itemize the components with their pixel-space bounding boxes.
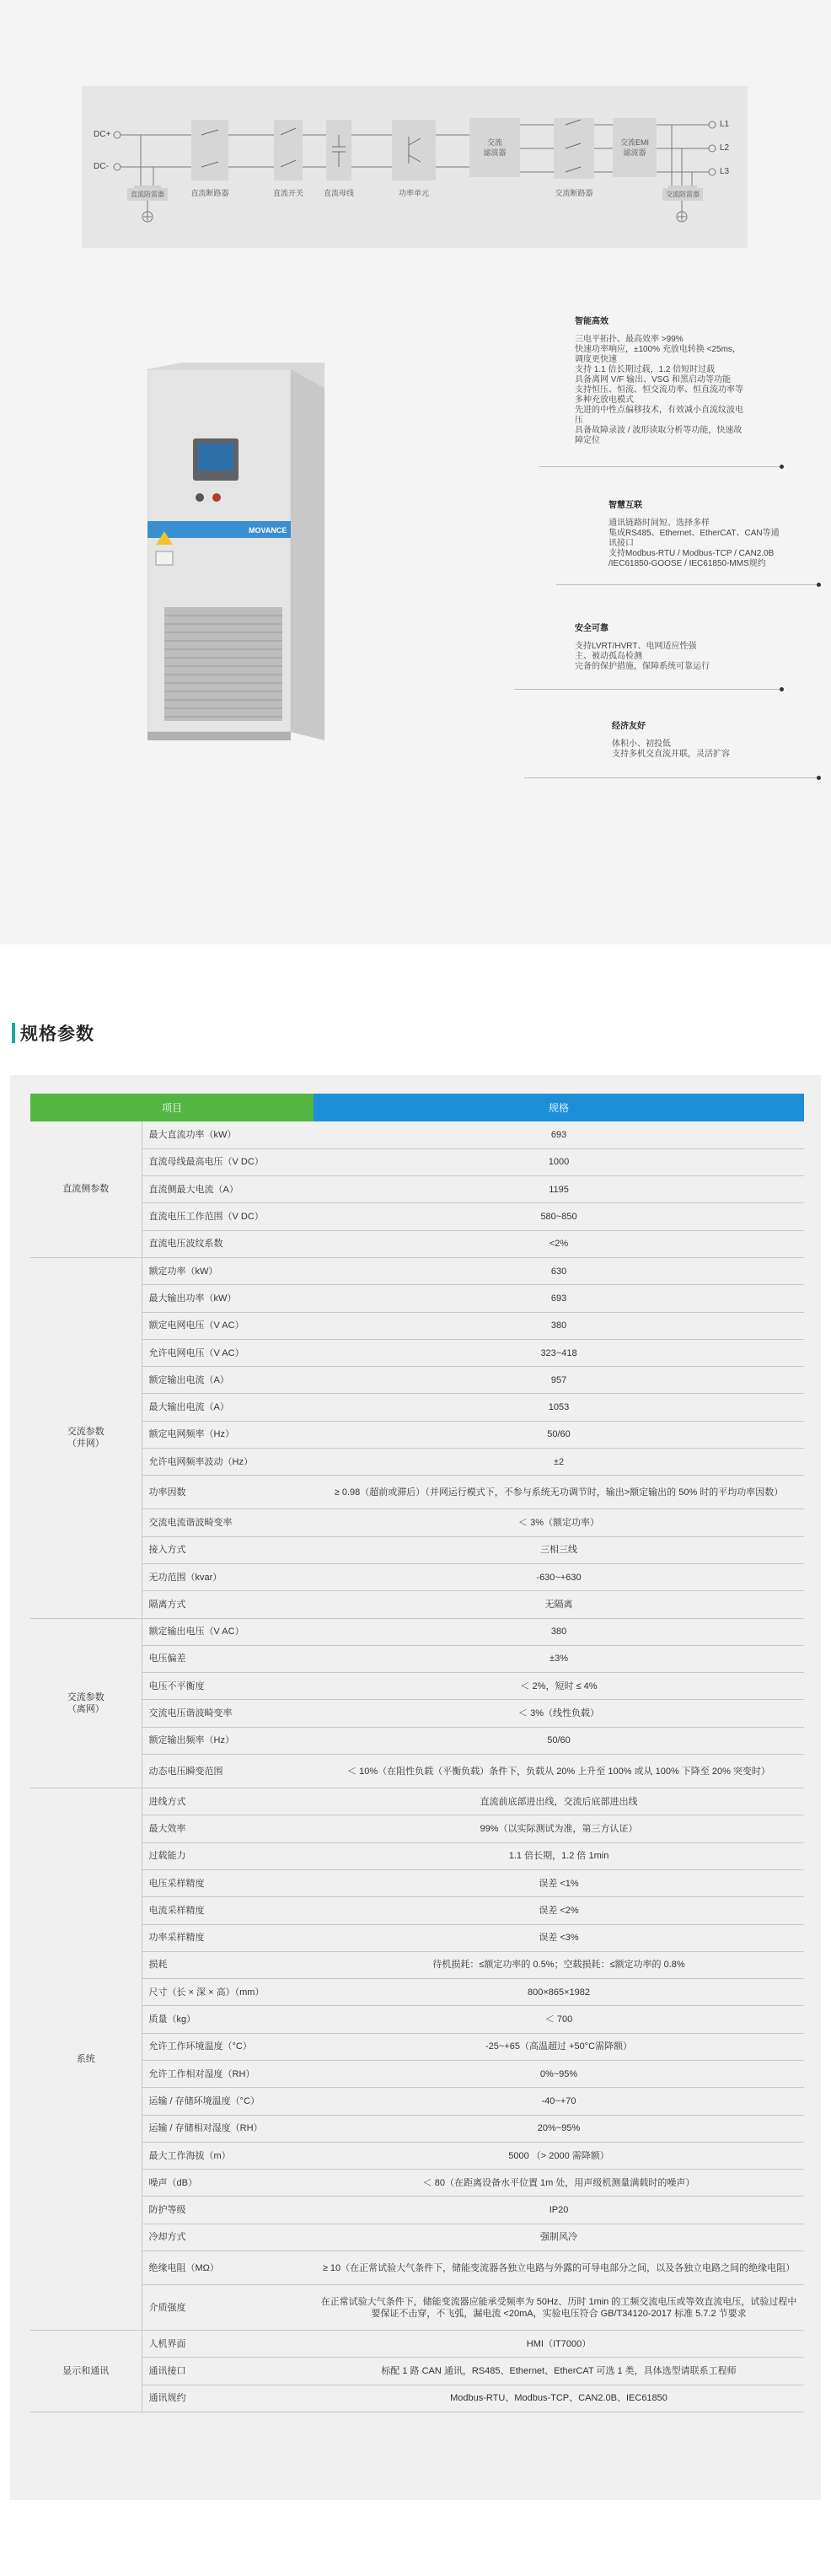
table-row <box>30 1727 804 1754</box>
value-cell: ≥ 0.98（超前或滞后）（并网运行模式下，不参与系统无功调节时，输出>额定输出的 50% 时的平均功率因数） <box>314 1476 804 1509</box>
table-row <box>30 1509 804 1536</box>
feature-line: /IEC61850-GOOSE / IEC61850-MMS规约 <box>609 559 766 568</box>
table-row <box>30 1673 804 1700</box>
parameter-cell: 最大输出电流（A） <box>142 1394 314 1421</box>
spec-table <box>30 1094 804 2412</box>
parameter-cell: 介质强度 <box>142 2285 314 2331</box>
feature-line: 通讯链路时间短、选择多样 <box>609 519 710 528</box>
feature-line: 具备故障录波 / 波形读取分析等功能，快速故 <box>575 426 743 435</box>
heading-accent-bar <box>12 1023 15 1043</box>
dc-bus-label: 直流母线 <box>323 189 355 197</box>
parameter-cell: 损耗 <box>142 1951 314 1978</box>
category-cell: 直流侧参数 <box>30 1121 142 1257</box>
feature-line: 讯接口 <box>609 539 634 548</box>
parameter-cell: 额定输出频率（Hz） <box>142 1727 314 1754</box>
parameter-cell: 交流电流谐波畸变率 <box>142 1509 314 1536</box>
table-row <box>30 1700 804 1727</box>
dc-breaker-label: 直流断路器 <box>190 189 229 197</box>
feature-title: 安全可靠 <box>575 624 609 633</box>
ac-emi-filter-label: 交流EMI 滤波器 <box>619 138 650 157</box>
value-cell: -40~+70 <box>314 2088 804 2115</box>
table-row <box>30 2115 804 2142</box>
category-cell: 显示和通讯 <box>30 2331 142 2412</box>
feature-intelligent-efficient <box>575 314 828 446</box>
feature-line: 支持 1.1 倍长期过载，1.2 倍短时过载 <box>575 365 716 374</box>
parameter-cell: 额定功率（kW） <box>142 1257 314 1284</box>
value-cell: 99%（以实际测试为准，第三方认证） <box>314 1815 804 1842</box>
value-cell: ＜ 700 <box>314 2006 804 2033</box>
feature-title: 智能高效 <box>575 317 609 326</box>
parameter-cell: 无功范围（kvar） <box>142 1563 314 1590</box>
ac-terminal-l2: L2 <box>720 143 730 153</box>
table-row <box>30 1230 804 1257</box>
value-cell: 1000 <box>314 1148 804 1175</box>
value-cell: HMI（IT7000） <box>314 2331 804 2358</box>
value-cell: 1195 <box>314 1176 804 1203</box>
table-row <box>30 2285 804 2331</box>
parameter-cell: 交流电压谐波畸变率 <box>142 1700 314 1727</box>
parameter-cell: 进线方式 <box>142 1788 314 1815</box>
parameter-cell: 最大直流功率（kW） <box>142 1121 314 1148</box>
feature-title: 经济友好 <box>612 722 646 731</box>
feature-line: 完备的保护措施，保障系统可靠运行 <box>575 662 710 671</box>
table-row <box>30 1842 804 1869</box>
table-row <box>30 1924 804 1951</box>
parameter-cell: 通讯规约 <box>142 2385 314 2412</box>
parameter-cell: 电压采样精度 <box>142 1869 314 1896</box>
value-cell: 580~850 <box>314 1203 804 1230</box>
ac-lightning-arrester-label: 交流防雷器 <box>662 188 703 201</box>
value-cell: ＜ 80（在距离设备水平位置 1m 处，用声级机测量满载时的噪声） <box>314 2170 804 2197</box>
parameter-cell: 额定输出电流（A） <box>142 1367 314 1394</box>
feature-dot <box>780 687 784 691</box>
table-row <box>30 2061 804 2088</box>
dc-negative-terminal: DC- <box>94 162 109 171</box>
spec-section-heading <box>12 1020 94 1046</box>
parameter-cell: 最大输出功率（kW） <box>142 1285 314 1312</box>
power-unit-label: 功率单元 <box>398 189 430 197</box>
table-row <box>30 1394 804 1421</box>
value-cell: 800×865×1982 <box>314 1979 804 2006</box>
value-cell: 630 <box>314 1257 804 1284</box>
parameter-cell: 人机界面 <box>142 2331 314 2358</box>
table-row <box>30 2170 804 2197</box>
feature-line: 压 <box>575 416 583 425</box>
table-row <box>30 1897 804 1924</box>
feature-divider <box>539 466 782 467</box>
value-cell: ＜ 2%，短时 ≤ 4% <box>314 1673 804 1700</box>
table-row <box>30 2251 804 2285</box>
feature-line: 三电平拓扑、最高效率 >99% <box>575 335 684 344</box>
value-cell: 20%~95% <box>314 2115 804 2142</box>
ac-filter-label: 交流 滤波器 <box>483 138 507 157</box>
spec-title: 规格参数 <box>20 1024 94 1044</box>
value-cell: <2% <box>314 1230 804 1257</box>
parameter-cell: 绝缘电阻（MΩ） <box>142 2251 314 2285</box>
value-cell: 误差 <2% <box>314 1897 804 1924</box>
table-row <box>30 1367 804 1394</box>
table-row <box>30 2385 804 2412</box>
value-cell: 693 <box>314 1285 804 1312</box>
table-row <box>30 2197 804 2224</box>
value-cell: 0%~95% <box>314 2061 804 2088</box>
value-cell: ＜ 3%（额定功率） <box>314 1509 804 1536</box>
dc-positive-terminal: DC+ <box>94 130 111 139</box>
category-cell: 交流参数 （并网） <box>30 1257 142 1618</box>
feature-safe-reliable <box>575 621 828 672</box>
parameter-cell: 直流电压工作范围（V DC） <box>142 1203 314 1230</box>
table-row <box>30 1312 804 1339</box>
ac-terminal-l1: L1 <box>720 120 730 129</box>
ac-terminal-l3: L3 <box>720 167 730 176</box>
table-row <box>30 2088 804 2115</box>
feature-line: 集成RS485、Ethernet、EtherCAT、CAN等通 <box>609 529 780 538</box>
parameter-cell: 允许电网电压（V AC） <box>142 1339 314 1366</box>
parameter-cell: 允许电网频率波动（Hz） <box>142 1449 314 1476</box>
parameter-cell: 动态电压瞬变范围 <box>142 1755 314 1788</box>
table-row <box>30 1563 804 1590</box>
value-cell: ＜ 3%（线性负载） <box>314 1700 804 1727</box>
parameter-cell: 额定电网频率（Hz） <box>142 1421 314 1448</box>
table-row <box>30 1815 804 1842</box>
table-row <box>30 1536 804 1563</box>
feature-dot <box>817 583 821 587</box>
parameter-cell: 运输 / 存储环境温度（°C） <box>142 2088 314 2115</box>
value-cell: 50/60 <box>314 1727 804 1754</box>
feature-line: 体积小、初投低 <box>612 739 671 749</box>
feature-divider <box>514 689 782 690</box>
parameter-cell: 功率采样精度 <box>142 1924 314 1951</box>
value-cell: 误差 <1% <box>314 1869 804 1896</box>
table-row <box>30 1951 804 1978</box>
value-cell: 380 <box>314 1618 804 1645</box>
dc-switch-label: 直流开关 <box>272 189 304 197</box>
parameter-cell: 电压偏差 <box>142 1645 314 1672</box>
feature-dot <box>817 776 821 780</box>
category-cell: 交流参数 （离网） <box>30 1618 142 1788</box>
value-cell: ±2 <box>314 1449 804 1476</box>
table-row <box>30 1449 804 1476</box>
table-row <box>30 2358 804 2385</box>
table-row <box>30 1788 804 1815</box>
value-cell: ≥ 10（在正常试验大气条件下，储能变流器各独立电路与外露的可导电部分之间，以及各独立电路之间的绝缘电阻） <box>314 2251 804 2285</box>
feature-dot <box>780 465 784 469</box>
parameter-cell: 电流采样精度 <box>142 1897 314 1924</box>
parameter-cell: 运输 / 存储相对湿度（RH） <box>142 2115 314 2142</box>
feature-line: 障定位 <box>575 436 600 445</box>
parameter-cell: 噪声（dB） <box>142 2170 314 2197</box>
table-row <box>30 2006 804 2033</box>
value-cell: 1.1 倍长期，1.2 倍 1min <box>314 1842 804 1869</box>
feature-line: 支持多机交直流并联，灵活扩容 <box>612 750 730 759</box>
feature-line: 支持恒压、恒流、恒交流功率、恒直流功率等 <box>575 385 743 395</box>
value-cell: 待机损耗：≤额定功率的 0.5%；空载损耗：≤额定功率的 0.8% <box>314 1951 804 1978</box>
parameter-cell: 通讯接口 <box>142 2358 314 2385</box>
value-cell: 1053 <box>314 1394 804 1421</box>
table-row <box>30 1869 804 1896</box>
parameter-cell: 隔离方式 <box>142 1591 314 1618</box>
parameter-cell: 最大工作海拔（m） <box>142 2142 314 2169</box>
topology-lines <box>82 86 748 248</box>
parameter-cell: 功率因数 <box>142 1476 314 1509</box>
table-row <box>30 1421 804 1448</box>
parameter-cell: 直流母线最高电压（V DC） <box>142 1148 314 1175</box>
parameter-cell: 额定电网电压（V AC） <box>142 1312 314 1339</box>
value-cell: 在正常试验大气条件下，储能变流器应能承受频率为 50Hz、历时 1min 的工频交流电压或等效直流电压，试验过程中要保证不击穿，不飞弧，漏电流 <20mA，实验电压符合 GB/T34120-2017 标准 5.7.2 节要求 <box>314 2285 804 2331</box>
parameter-cell: 电压不平衡度 <box>142 1673 314 1700</box>
value-cell: 693 <box>314 1121 804 1148</box>
value-cell: 误差 <3% <box>314 1924 804 1951</box>
table-row <box>30 2224 804 2251</box>
table-row <box>30 1591 804 1618</box>
value-cell: 957 <box>314 1367 804 1394</box>
feature-line: 多种充放电模式 <box>575 395 634 405</box>
feature-line: 支持LVRT/HVRT、电网适应性强 <box>575 642 697 651</box>
parameter-cell: 直流电压波纹系数 <box>142 1230 314 1257</box>
table-row <box>30 2331 804 2358</box>
table-row <box>30 1121 804 1148</box>
parameter-cell: 尺寸（长 × 深 × 高）（mm） <box>142 1979 314 2006</box>
parameter-cell: 过载能力 <box>142 1842 314 1869</box>
feature-line: 调度更快速 <box>575 355 617 364</box>
spec-table-header <box>30 1094 804 1121</box>
table-row <box>30 2033 804 2060</box>
table-row <box>30 2142 804 2169</box>
feature-line: 先进的中性点偏移技术，有效减小直流纹波电 <box>575 406 743 415</box>
feature-line: 支持Modbus-RTU / Modbus-TCP / CAN2.0B <box>609 549 775 558</box>
value-cell: 323~418 <box>314 1339 804 1366</box>
feature-divider <box>524 777 819 778</box>
table-row <box>30 1285 804 1312</box>
category-cell: 系统 <box>30 1788 142 2331</box>
spec-table-container <box>10 1075 821 2500</box>
parameter-cell: 最大效率 <box>142 1815 314 1842</box>
feature-line: 具备离网 V/F 输出、VSG 和黑启动等功能 <box>575 375 732 385</box>
dc-lightning-arrester-label: 直流防雷器 <box>127 188 168 201</box>
feature-line: 快速功率响应，±100% 充放电转换 <25ms， <box>575 345 741 354</box>
feature-economic <box>612 718 831 760</box>
value-cell: -630~+630 <box>314 1563 804 1590</box>
table-row <box>30 1755 804 1788</box>
feature-title: 智慧互联 <box>609 501 642 510</box>
table-row <box>30 1979 804 2006</box>
header-spec: 规格 <box>314 1094 804 1121</box>
ac-breaker-label: 交流断路器 <box>555 189 593 197</box>
header-item: 项目 <box>30 1094 314 1121</box>
parameter-cell: 额定输出电压（V AC） <box>142 1618 314 1645</box>
spec-table-body <box>30 1121 804 2412</box>
parameter-cell: 允许工作环境温度（°C） <box>142 2033 314 2060</box>
value-cell: ＜ 10%（在阻性负载（平衡负载）条件下，负载从 20% 上升至 100% 或从 100% 下降至 20% 突变时） <box>314 1755 804 1788</box>
table-row <box>30 1339 804 1366</box>
table-row <box>30 1148 804 1175</box>
table-row <box>30 1257 804 1284</box>
pcs-cabinet-image <box>147 363 333 746</box>
parameter-cell: 允许工作相对湿度（RH） <box>142 2061 314 2088</box>
value-cell: 50/60 <box>314 1421 804 1448</box>
table-row <box>30 1645 804 1672</box>
table-row <box>30 1476 804 1509</box>
value-cell: IP20 <box>314 2197 804 2224</box>
value-cell: Modbus-RTU、Modbus-TCP、CAN2.0B、IEC61850 <box>314 2385 804 2412</box>
parameter-cell: 冷却方式 <box>142 2224 314 2251</box>
value-cell: 三相三线 <box>314 1536 804 1563</box>
product-overview-panel <box>0 0 831 944</box>
feature-divider <box>556 584 819 585</box>
table-row <box>30 1203 804 1230</box>
feature-smart-connectivity <box>609 497 831 569</box>
value-cell: -25~+65（高温超过 +50°C需降额） <box>314 2033 804 2060</box>
table-row <box>30 1176 804 1203</box>
value-cell: 标配 1 路 CAN 通讯，RS485、Ethernet、EtherCAT 可选 1 类，具体选型请联系工程师 <box>314 2358 804 2385</box>
value-cell: 直流前底部进出线，交流后底部进出线 <box>314 1788 804 1815</box>
parameter-cell: 直流侧最大电流（A） <box>142 1176 314 1203</box>
value-cell: 5000 （> 2000 需降额） <box>314 2142 804 2169</box>
value-cell: 强制风冷 <box>314 2224 804 2251</box>
parameter-cell: 接入方式 <box>142 1536 314 1563</box>
table-row <box>30 1618 804 1645</box>
brand-logo: MOVANCE <box>249 526 287 535</box>
parameter-cell: 防护等级 <box>142 2197 314 2224</box>
value-cell: 无隔离 <box>314 1591 804 1618</box>
value-cell: ±3% <box>314 1645 804 1672</box>
topology-diagram <box>82 86 748 248</box>
parameter-cell: 质量（kg） <box>142 2006 314 2033</box>
feature-line: 主、被动孤岛检测 <box>575 652 642 661</box>
value-cell: 380 <box>314 1312 804 1339</box>
